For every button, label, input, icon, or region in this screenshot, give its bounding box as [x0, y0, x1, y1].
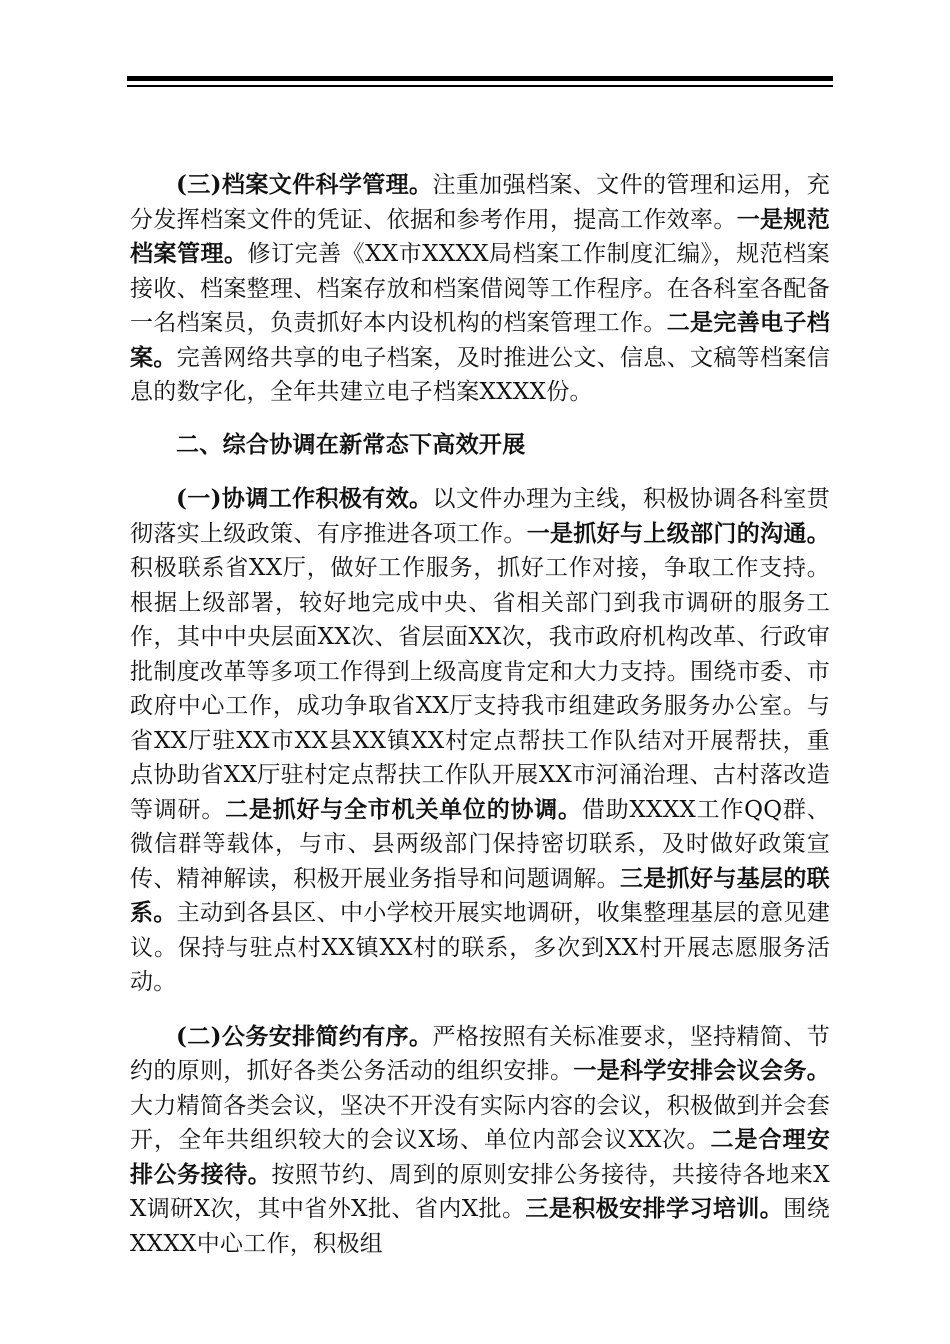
point-label: 一是规范档案管理。	[130, 205, 830, 267]
paragraph-coordination	[130, 482, 830, 1000]
paragraph-text: 主动到各县区、中小学校开展实地调研，收集整理基层的意见建议。保持与驻点村XX镇XX村的联系，多次到XX村开展志愿服务活动。	[130, 900, 830, 995]
section-heading: 二、综合协调在新常态下高效开展	[176, 430, 526, 458]
header-rule-thick	[127, 76, 833, 81]
paragraph-text: 大力精简各类会议，坚决不开没有实际内容的会议，积极做到并会套开，全年共组织较大的会议X场、单位内部会议XX次。	[130, 1092, 830, 1153]
section-lead: (一)协调工作积极有效。	[176, 485, 433, 512]
header-rule-thin	[127, 85, 833, 87]
point-label: 二是合理安排公务接待。	[130, 1126, 830, 1188]
paragraph-official-affairs	[130, 1020, 830, 1262]
point-label: 二是完善电子档案。	[130, 309, 830, 371]
point-label: 一是科学安排会议会务。	[573, 1057, 830, 1084]
paragraph-text: 按照节约、周到的原则安排公务接待，共接待各地来XX调研X次，其中省外X批、省内X批。	[130, 1161, 830, 1222]
paragraph-text: 严格按照有关标准要求，坚持精简、节约的原则，抓好各类公务活动的组织安排。	[130, 1023, 830, 1084]
point-label: 三是抓好与基层的联系。	[130, 864, 830, 926]
paragraph-text: 完善网络共享的电子档案，及时推进公文、信息、文稿等档案信息的数字化，全年共建立电子档案XXXX份。	[130, 344, 830, 405]
document-body	[130, 168, 830, 1261]
paragraph-text: 注重加强档案、文件的管理和运用，充分发挥档案文件的凭证、依据和参考作用，提高工作效率。	[130, 172, 830, 233]
point-label: 一是抓好与上级部门的沟通。	[526, 519, 830, 547]
paragraph-archive-management	[130, 168, 830, 410]
section-lead: (三)档案文件科学管理。	[176, 171, 433, 198]
paragraph-text: 积极联系省XX厅，做好工作服务，抓好工作对接，争取工作支持。根据上级部署，较好地完成中央、省相关部门到我市调研的服务工作，其中中央层面XX次、省层面XX次，我市政府机构改革、行政审批制度改革等多项工作得到上级高度肯定和大力支持。围绕市委、市政府中心工作，成功争取省XX厅支持我市组建政务服务办公室。与省XX厅驻XX市XX县XX镇XX村定点帮扶工作队结对开展帮扶，重点协助省XX厅驻村定点帮扶工作队开展XX市河涌治理、古村落改造等调研。	[130, 555, 830, 823]
paragraph-text: 以文件办理为主线，积极协调各科室贯彻落实上级政策、有序推进各项工作。	[130, 486, 830, 547]
section-lead: (二)公务安排简约有序。	[176, 1022, 433, 1050]
point-label: 三是积极安排学习培训。	[525, 1195, 784, 1222]
paragraph-text: 借助XXXX工作QQ群、微信群等载体，与市、县两级部门保持密切联系，及时做好政策宣传、精神解读，积极开展业务指导和问题调解。	[130, 796, 830, 892]
paragraph-text: 围绕XXXX中心工作，积极组	[130, 1196, 830, 1257]
paragraph-text: 修订完善《XX市XXXX局档案工作制度汇编》，规范档案接收、档案整理、档案存放和档案借阅等工作程序。在各科室各配备一名档案员，负责抓好本内设机构的档案管理工作。	[130, 241, 830, 336]
point-label: 二是抓好与全市机关单位的协调。	[225, 795, 582, 823]
